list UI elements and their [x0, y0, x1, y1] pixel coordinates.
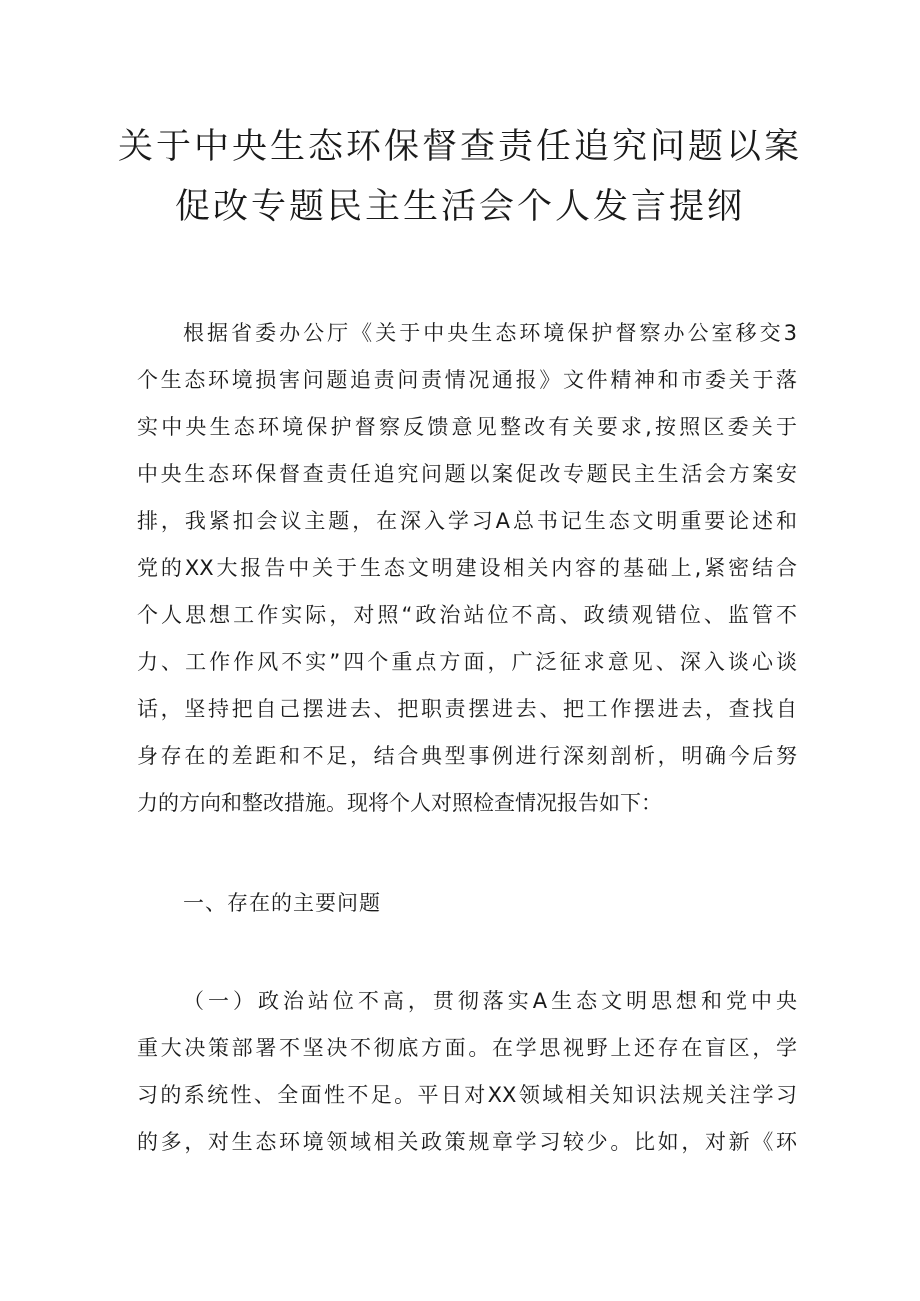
intro-line-1: 根据省委办公厅《关于中央生态环境保护督察办公室移交3	[183, 321, 797, 345]
intro-line-4: 中央生态环保督查责任追究问题以案促改专题民主生活会方案安	[137, 462, 797, 486]
intro-line-11: 力的方向和整改措施。现将个人对照检查情况报告如下：	[137, 791, 662, 815]
subsection-line-2: 重大决策部署不坚决不彻底方面。在学思视野上还存在盲区，学	[137, 1036, 797, 1060]
intro-line-2: 个生态环境损害问题追责问责情况通报》文件精神和市委关于落	[137, 368, 797, 392]
section-heading: 一、存在的主要问题	[183, 891, 381, 915]
intro-line-8: 力、工作作风不实”四个重点方面，广泛征求意见、深入谈心谈	[137, 650, 797, 674]
subsection-line-1: （一）政治站位不高，贯彻落实A生态文明思想和党中央	[183, 989, 797, 1013]
document-title-line-1: 关于中央生态环保督查责任追究问题以案	[117, 127, 802, 167]
document-title-line-2: 促改专题民主生活会个人发言提纲	[174, 187, 745, 227]
subsection-line-3: 习的系统性、全面性不足。平日对XX领域相关知识法规关注学习	[137, 1083, 797, 1107]
intro-line-10: 身存在的差距和不足，结合典型事例进行深刻剖析，明确今后努	[137, 744, 797, 768]
subsection-line-4: 的多，对生态环境领域相关政策规章学习较少。比如，对新《环	[137, 1130, 797, 1154]
intro-line-9: 话，坚持把自己摆进去、把职责摆进去、把工作摆进去，查找自	[137, 697, 797, 721]
intro-line-7: 个人思想工作实际，对照“政治站位不高、政绩观错位、监管不	[137, 603, 797, 627]
intro-line-5: 排，我紧扣会议主题，在深入学习A总书记生态文明重要论述和	[137, 509, 797, 533]
intro-line-6: 党的XX大报告中关于生态文明建设相关内容的基础上,紧密结合	[137, 556, 797, 580]
intro-line-3: 实中央生态环境保护督察反馈意见整改有关要求,按照区委关于	[137, 415, 797, 439]
